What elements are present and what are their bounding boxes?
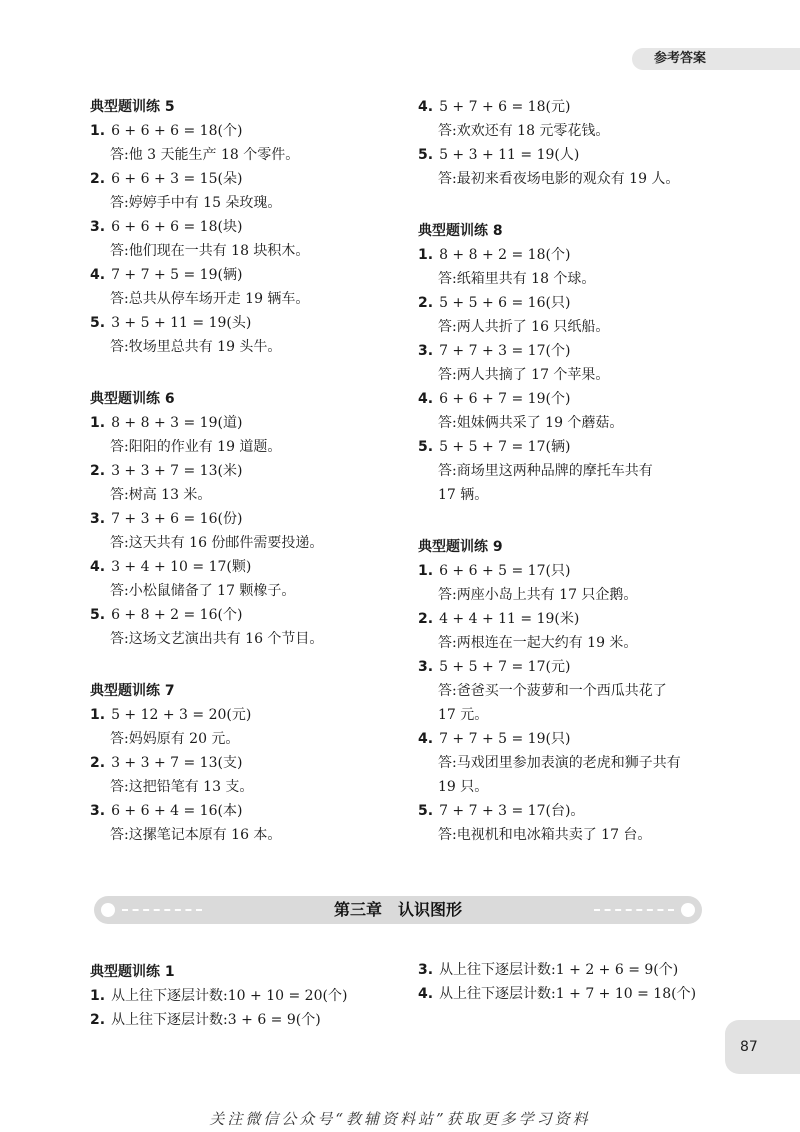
equation-text: 6 + 6 + 5 = 17(只) xyxy=(439,563,571,579)
equation-line xyxy=(418,799,738,823)
chapter-right-column xyxy=(418,958,738,1006)
item-number: 2. xyxy=(418,611,434,627)
equation-line xyxy=(418,655,738,679)
answer-item xyxy=(418,95,738,143)
equation-text: 4 + 4 + 11 = 19(米) xyxy=(439,611,580,627)
section-title: 典型题训练 6 xyxy=(90,391,175,407)
answer-item xyxy=(418,339,738,387)
answer-item xyxy=(90,703,410,751)
item-number: 2. xyxy=(90,1012,106,1028)
answer-item xyxy=(90,799,410,847)
equation-text: 从上往下逐层计数:3 + 6 = 9(个) xyxy=(111,1012,321,1028)
item-number: 4. xyxy=(90,559,106,575)
answer-item xyxy=(90,263,410,311)
item-number: 4. xyxy=(418,731,434,747)
equation-text: 7 + 7 + 5 = 19(辆) xyxy=(111,267,243,283)
running-header: 参考答案 xyxy=(654,51,707,66)
left-column xyxy=(90,95,410,875)
item-number: 3. xyxy=(418,343,434,359)
answer-text: 答:小松鼠储备了 17 颗橡子。 xyxy=(110,583,296,599)
chapter-left-column xyxy=(90,960,410,1032)
item-number: 5. xyxy=(90,607,106,623)
equation-text: 从上往下逐层计数:1 + 2 + 6 = 9(个) xyxy=(439,962,679,978)
equation-text: 6 + 6 + 6 = 18(块) xyxy=(111,219,243,235)
item-number: 5. xyxy=(418,803,434,819)
equation-line xyxy=(90,119,410,143)
answer-item xyxy=(90,751,410,799)
answer-item xyxy=(90,507,410,555)
equation-line xyxy=(90,507,410,531)
answer-text: 答:两根连在一起大约有 19 米。 xyxy=(438,635,638,651)
answer-text: 答:这场文艺演出共有 16 个节目。 xyxy=(110,631,324,647)
answer-text: 答:这天共有 16 份邮件需要投递。 xyxy=(110,535,324,551)
equation-text: 6 + 6 + 6 = 18(个) xyxy=(111,123,243,139)
answer-item xyxy=(90,167,410,215)
answer-section xyxy=(90,95,410,359)
answer-item xyxy=(90,215,410,263)
answer-item xyxy=(418,243,738,291)
equation-text: 3 + 5 + 11 = 19(头) xyxy=(111,315,252,331)
equation-text: 5 + 5 + 6 = 16(只) xyxy=(439,295,571,311)
answer-item xyxy=(90,459,410,507)
equation-text: 7 + 7 + 3 = 17(台)。 xyxy=(439,803,585,819)
item-number: 4. xyxy=(90,267,106,283)
equation-line xyxy=(418,243,738,267)
answer-text: 答:树高 13 米。 xyxy=(110,487,212,503)
item-number: 5. xyxy=(90,315,106,331)
answer-item xyxy=(418,291,738,339)
answer-item xyxy=(418,435,738,507)
equation-text: 5 + 12 + 3 = 20(元) xyxy=(111,707,252,723)
answer-text: 答:他们现在一共有 18 块积木。 xyxy=(110,243,310,259)
equation-text: 3 + 3 + 7 = 13(支) xyxy=(111,755,243,771)
equation-line xyxy=(90,263,410,287)
equation-line xyxy=(90,703,410,727)
answer-text: 答:妈妈原有 20 元。 xyxy=(110,731,240,747)
equation-line xyxy=(418,958,738,982)
item-number: 3. xyxy=(90,219,106,235)
equation-text: 6 + 6 + 3 = 15(朵) xyxy=(111,171,243,187)
item-number: 1. xyxy=(90,988,106,1004)
equation-line xyxy=(90,984,410,1008)
answer-section xyxy=(418,535,738,847)
equation-text: 6 + 6 + 7 = 19(个) xyxy=(439,391,571,407)
answer-text: 答:商场里这两种品牌的摩托车共有 xyxy=(438,463,653,479)
equation-line xyxy=(90,603,410,627)
equation-line xyxy=(418,727,738,751)
equation-text: 6 + 6 + 4 = 16(本) xyxy=(111,803,243,819)
page-number: 87 xyxy=(740,1039,758,1055)
equation-text: 3 + 4 + 10 = 17(颗) xyxy=(111,559,252,575)
equation-text: 从上往下逐层计数:10 + 10 = 20(个) xyxy=(111,988,348,1004)
section-title: 典型题训练 7 xyxy=(90,683,175,699)
equation-line xyxy=(418,143,738,167)
item-number: 1. xyxy=(90,707,106,723)
item-number: 4. xyxy=(418,986,434,1002)
answer-text: 答:两人共摘了 17 个苹果。 xyxy=(438,367,610,383)
equation-text: 5 + 5 + 7 = 17(辆) xyxy=(439,439,571,455)
equation-line xyxy=(418,339,738,363)
equation-text: 8 + 8 + 3 = 19(道) xyxy=(111,415,243,431)
answer-text: 17 辆。 xyxy=(438,487,489,503)
answer-item xyxy=(90,555,410,603)
equation-line xyxy=(90,411,410,435)
answer-section xyxy=(418,95,738,191)
equation-text: 5 + 3 + 11 = 19(人) xyxy=(439,147,580,163)
item-number: 2. xyxy=(90,171,106,187)
equation-line xyxy=(90,215,410,239)
section-title: 典型题训练 1 xyxy=(90,964,175,980)
item-number: 1. xyxy=(90,123,106,139)
answer-text: 19 只。 xyxy=(438,779,489,795)
item-number: 4. xyxy=(418,99,434,115)
equation-text: 3 + 3 + 7 = 13(米) xyxy=(111,463,243,479)
answer-item xyxy=(418,799,738,847)
right-column xyxy=(418,95,738,875)
equation-text: 7 + 3 + 6 = 16(份) xyxy=(111,511,243,527)
equation-text: 从上往下逐层计数:1 + 7 + 10 = 18(个) xyxy=(439,986,697,1002)
equation-text: 7 + 7 + 3 = 17(个) xyxy=(439,343,571,359)
equation-line xyxy=(90,311,410,335)
item-number: 3. xyxy=(418,659,434,675)
answer-text: 答:欢欢还有 18 元零花钱。 xyxy=(438,123,610,139)
section-title: 典型题训练 5 xyxy=(90,99,175,115)
chapter-banner xyxy=(94,896,702,924)
answer-text: 17 元。 xyxy=(438,707,489,723)
item-number: 3. xyxy=(418,962,434,978)
answer-item xyxy=(418,559,738,607)
answer-item xyxy=(90,119,410,167)
equation-line xyxy=(90,555,410,579)
equation-line xyxy=(418,387,738,411)
chapter-title: 第三章 认识图形 xyxy=(333,900,462,919)
equation-text: 8 + 8 + 2 = 18(个) xyxy=(439,247,571,263)
answer-text: 答:总共从停车场开走 19 辆车。 xyxy=(110,291,310,307)
equation-line xyxy=(418,607,738,631)
equation-line xyxy=(90,751,410,775)
footer-note: 关注微信公众号“教辅资料站”获取更多学习资料 xyxy=(209,1110,591,1128)
equation-line xyxy=(90,1008,410,1032)
item-number: 1. xyxy=(90,415,106,431)
answer-item xyxy=(418,655,738,727)
page-number-tab xyxy=(725,1020,800,1074)
equation-line xyxy=(418,435,738,459)
equation-text: 7 + 7 + 5 = 19(只) xyxy=(439,731,571,747)
answer-section xyxy=(418,219,738,507)
answer-text: 答:最初来看夜场电影的观众有 19 人。 xyxy=(438,171,680,187)
equation-line xyxy=(418,982,738,1006)
answer-item xyxy=(90,411,410,459)
section-title: 典型题训练 8 xyxy=(418,223,503,239)
equation-line xyxy=(418,95,738,119)
answer-section xyxy=(90,679,410,847)
answer-item xyxy=(418,387,738,435)
item-number: 5. xyxy=(418,147,434,163)
item-number: 5. xyxy=(418,439,434,455)
equation-line xyxy=(90,459,410,483)
item-number: 2. xyxy=(90,463,106,479)
banner-right-dash xyxy=(594,909,674,911)
answer-item xyxy=(418,727,738,799)
item-number: 1. xyxy=(418,563,434,579)
section-title: 典型题训练 9 xyxy=(418,539,503,555)
answer-text: 答:婷婷手中有 15 朵玫瑰。 xyxy=(110,195,282,211)
answer-item xyxy=(90,603,410,651)
equation-line xyxy=(90,167,410,191)
answer-text: 答:牧场里总共有 19 头牛。 xyxy=(110,339,282,355)
answer-item xyxy=(418,143,738,191)
answer-item xyxy=(418,607,738,655)
equation-line xyxy=(90,799,410,823)
item-number: 1. xyxy=(418,247,434,263)
answer-text: 答:他 3 天能生产 18 个零件。 xyxy=(110,147,300,163)
answer-item xyxy=(90,311,410,359)
equation-line xyxy=(418,559,738,583)
equation-line xyxy=(418,291,738,315)
answer-text: 答:这摞笔记本原有 16 本。 xyxy=(110,827,282,843)
item-number: 3. xyxy=(90,511,106,527)
answer-text: 答:爸爸买一个菠萝和一个西瓜共花了 xyxy=(438,683,667,699)
answer-text: 答:马戏团里参加表演的老虎和狮子共有 xyxy=(438,755,681,771)
answer-text: 答:纸箱里共有 18 个球。 xyxy=(438,271,596,287)
answer-text: 答:两座小岛上共有 17 只企鹅。 xyxy=(438,587,638,603)
equation-text: 5 + 7 + 6 = 18(元) xyxy=(439,99,571,115)
item-number: 3. xyxy=(90,803,106,819)
item-number: 2. xyxy=(90,755,106,771)
answer-text: 答:阳阳的作业有 19 道题。 xyxy=(110,439,282,455)
answer-text: 答:电视机和电冰箱共卖了 17 台。 xyxy=(438,827,652,843)
banner-right-dot xyxy=(681,903,695,917)
answer-section xyxy=(90,387,410,651)
answer-text: 答:两人共折了 16 只纸船。 xyxy=(438,319,610,335)
answer-text: 答:姐妹俩共采了 19 个蘑菇。 xyxy=(438,415,624,431)
equation-text: 6 + 8 + 2 = 16(个) xyxy=(111,607,243,623)
answer-text: 答:这把铅笔有 13 支。 xyxy=(110,779,254,795)
item-number: 2. xyxy=(418,295,434,311)
equation-text: 5 + 5 + 7 = 17(元) xyxy=(439,659,571,675)
item-number: 4. xyxy=(418,391,434,407)
